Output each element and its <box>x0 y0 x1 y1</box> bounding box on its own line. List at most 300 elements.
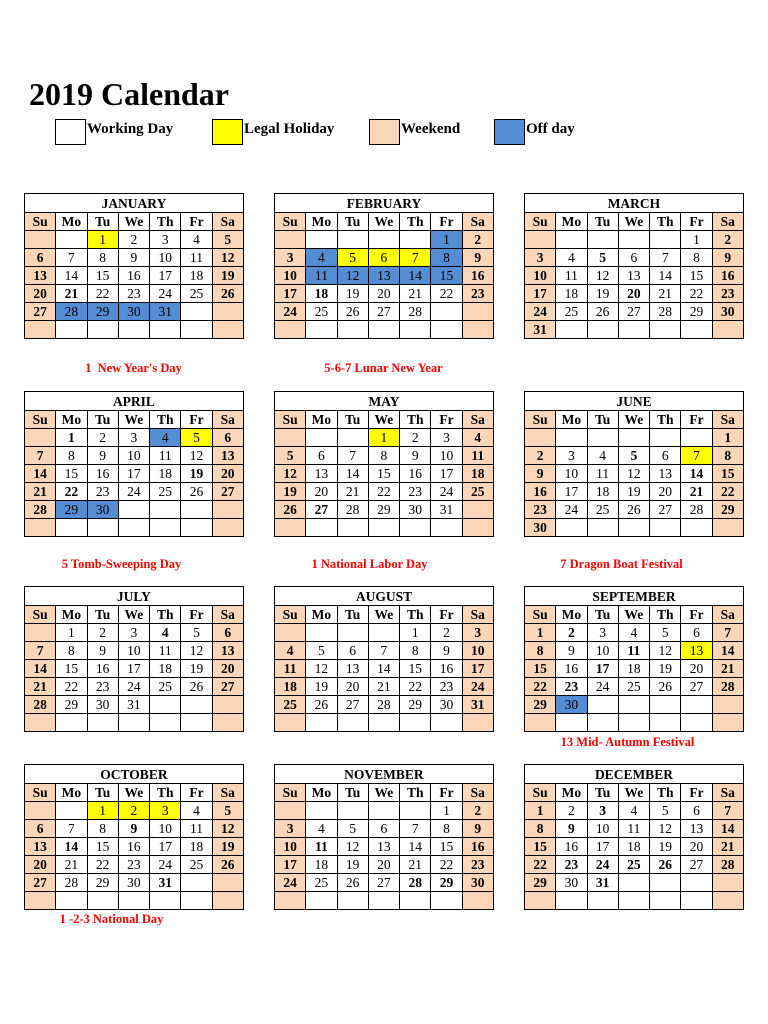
day-cell: 4 <box>275 642 306 660</box>
day-cell: 3 <box>118 429 149 447</box>
empty-day-cell <box>118 714 149 732</box>
day-cell: 18 <box>306 285 337 303</box>
legend-working-day <box>55 119 173 145</box>
empty-day-cell <box>400 892 431 910</box>
week-row <box>25 892 244 910</box>
empty-day-cell <box>212 874 243 892</box>
day-cell: 21 <box>56 285 87 303</box>
day-cell: 7 <box>650 249 681 267</box>
day-cell: 15 <box>431 838 462 856</box>
empty-day-cell <box>25 231 56 249</box>
weekday-header: Sa <box>462 411 493 429</box>
empty-day-cell <box>25 519 56 537</box>
day-cell: 4 <box>618 624 649 642</box>
holiday-note-february: 5-6-7 Lunar New Year <box>324 361 443 375</box>
day-cell: 18 <box>181 267 212 285</box>
empty-day-cell <box>306 892 337 910</box>
day-cell: 4 <box>181 231 212 249</box>
day-cell: 11 <box>618 642 649 660</box>
day-cell: 11 <box>618 820 649 838</box>
day-cell: 28 <box>56 303 87 321</box>
week-row <box>275 838 494 856</box>
empty-day-cell <box>25 624 56 642</box>
day-cell: 29 <box>431 874 462 892</box>
day-cell: 23 <box>400 483 431 501</box>
day-cell: 5 <box>337 820 368 838</box>
month-name-july: JULY <box>25 587 244 606</box>
day-cell: 29 <box>400 696 431 714</box>
day-cell: 14 <box>712 642 743 660</box>
week-row <box>25 483 244 501</box>
day-cell: 28 <box>25 501 56 519</box>
day-cell: 14 <box>400 838 431 856</box>
day-cell: 11 <box>150 447 181 465</box>
day-cell: 12 <box>337 267 368 285</box>
empty-day-cell <box>618 429 649 447</box>
day-cell: 3 <box>556 447 587 465</box>
day-cell: 12 <box>212 249 243 267</box>
day-cell: 23 <box>87 678 118 696</box>
empty-day-cell <box>306 714 337 732</box>
day-cell: 19 <box>275 483 306 501</box>
day-cell: 21 <box>400 285 431 303</box>
empty-day-cell <box>525 714 556 732</box>
month-august <box>274 586 494 732</box>
empty-day-cell <box>650 231 681 249</box>
day-cell: 28 <box>56 874 87 892</box>
day-cell: 29 <box>681 303 712 321</box>
weekday-header: We <box>118 784 149 802</box>
day-cell: 9 <box>462 820 493 838</box>
day-cell: 21 <box>337 483 368 501</box>
weekday-header: Su <box>525 411 556 429</box>
day-cell: 3 <box>462 624 493 642</box>
weekday-header: Th <box>400 606 431 624</box>
day-cell: 10 <box>431 447 462 465</box>
empty-day-cell <box>431 519 462 537</box>
day-cell: 16 <box>118 838 149 856</box>
empty-day-cell <box>337 714 368 732</box>
day-cell: 12 <box>275 465 306 483</box>
weekday-header-row <box>25 411 244 429</box>
day-cell: 10 <box>525 267 556 285</box>
day-cell: 22 <box>712 483 743 501</box>
day-cell: 1 <box>87 802 118 820</box>
week-row <box>275 696 494 714</box>
day-cell: 19 <box>618 483 649 501</box>
day-cell: 2 <box>556 624 587 642</box>
holiday-note-january: 1 New Year's Day <box>85 361 182 375</box>
weekday-header-row <box>275 411 494 429</box>
day-cell: 25 <box>181 856 212 874</box>
day-cell: 15 <box>368 465 399 483</box>
day-cell: 5 <box>337 249 368 267</box>
month-july <box>24 586 244 732</box>
empty-day-cell <box>556 714 587 732</box>
weekday-header: We <box>618 213 649 231</box>
weekday-header: Tu <box>87 606 118 624</box>
day-cell: 12 <box>587 267 618 285</box>
weekday-header: Mo <box>306 606 337 624</box>
weekday-header: Su <box>25 411 56 429</box>
week-row <box>25 820 244 838</box>
empty-day-cell <box>462 501 493 519</box>
day-cell: 14 <box>368 660 399 678</box>
week-row <box>275 820 494 838</box>
empty-day-cell <box>181 696 212 714</box>
day-cell: 23 <box>462 285 493 303</box>
week-row <box>25 856 244 874</box>
empty-day-cell <box>275 429 306 447</box>
empty-day-cell <box>87 892 118 910</box>
empty-day-cell <box>306 321 337 339</box>
day-cell: 24 <box>150 285 181 303</box>
empty-day-cell <box>525 231 556 249</box>
day-cell: 21 <box>400 856 431 874</box>
week-row <box>275 465 494 483</box>
day-cell: 10 <box>462 642 493 660</box>
day-cell: 6 <box>681 624 712 642</box>
empty-day-cell <box>368 624 399 642</box>
day-cell: 24 <box>118 678 149 696</box>
weekday-header: Th <box>150 213 181 231</box>
weekday-header-row <box>525 411 744 429</box>
weekday-header: We <box>618 411 649 429</box>
day-cell: 19 <box>337 856 368 874</box>
day-cell: 22 <box>525 678 556 696</box>
weekday-header-row <box>525 213 744 231</box>
day-cell: 30 <box>87 696 118 714</box>
day-cell: 24 <box>275 303 306 321</box>
weekday-header: Tu <box>337 411 368 429</box>
month-october <box>24 764 244 910</box>
day-cell: 14 <box>56 838 87 856</box>
week-row <box>275 483 494 501</box>
empty-day-cell <box>368 714 399 732</box>
day-cell: 2 <box>118 802 149 820</box>
holiday-note-september: 13 Mid- Autumn Festival <box>560 735 695 749</box>
weekday-header: Su <box>525 213 556 231</box>
day-cell: 6 <box>212 429 243 447</box>
weekday-header: Fr <box>681 784 712 802</box>
week-row <box>25 838 244 856</box>
weekday-header: Tu <box>337 784 368 802</box>
empty-day-cell <box>275 892 306 910</box>
weekday-header-row <box>525 606 744 624</box>
week-row <box>25 249 244 267</box>
day-cell: 3 <box>587 802 618 820</box>
day-cell: 17 <box>275 856 306 874</box>
day-cell: 3 <box>275 820 306 838</box>
day-cell: 14 <box>681 465 712 483</box>
day-cell: 31 <box>587 874 618 892</box>
day-cell: 31 <box>150 303 181 321</box>
empty-day-cell <box>618 874 649 892</box>
holiday-note-may: 1 National Labor Day <box>311 557 428 571</box>
legend-label-weekend: Weekend <box>401 121 461 137</box>
weekday-header: Mo <box>306 784 337 802</box>
day-cell: 2 <box>400 429 431 447</box>
day-cell: 28 <box>650 303 681 321</box>
empty-day-cell <box>681 429 712 447</box>
day-cell: 14 <box>650 267 681 285</box>
empty-day-cell <box>212 714 243 732</box>
day-cell: 23 <box>556 678 587 696</box>
day-cell: 24 <box>431 483 462 501</box>
weekday-header: Mo <box>556 606 587 624</box>
day-cell: 30 <box>87 501 118 519</box>
empty-day-cell <box>462 892 493 910</box>
day-cell: 8 <box>56 447 87 465</box>
empty-day-cell <box>181 714 212 732</box>
day-cell: 4 <box>150 624 181 642</box>
weekday-header: Mo <box>56 411 87 429</box>
week-row <box>525 249 744 267</box>
empty-day-cell <box>337 624 368 642</box>
week-row <box>525 321 744 339</box>
day-cell: 13 <box>337 660 368 678</box>
empty-day-cell <box>87 519 118 537</box>
empty-day-cell <box>118 519 149 537</box>
day-cell: 10 <box>587 642 618 660</box>
day-cell: 1 <box>681 231 712 249</box>
weekday-header-row <box>525 784 744 802</box>
day-cell: 27 <box>681 678 712 696</box>
day-cell: 16 <box>431 660 462 678</box>
day-cell: 24 <box>556 501 587 519</box>
day-cell: 19 <box>181 465 212 483</box>
day-cell: 27 <box>681 856 712 874</box>
day-cell: 8 <box>525 820 556 838</box>
day-cell: 22 <box>431 285 462 303</box>
month-name-september: SEPTEMBER <box>525 587 744 606</box>
day-cell: 10 <box>150 820 181 838</box>
day-cell: 6 <box>306 447 337 465</box>
empty-day-cell <box>275 231 306 249</box>
weekday-header: Mo <box>556 213 587 231</box>
weekday-header: Tu <box>87 213 118 231</box>
day-cell: 23 <box>525 501 556 519</box>
legend-swatch-off-day <box>494 119 525 145</box>
weekday-header: Sa <box>712 213 743 231</box>
empty-day-cell <box>275 802 306 820</box>
day-cell: 17 <box>150 838 181 856</box>
week-row <box>525 892 744 910</box>
day-cell: 10 <box>275 267 306 285</box>
day-cell: 15 <box>400 660 431 678</box>
empty-day-cell <box>181 501 212 519</box>
legend-swatch-legal-holiday <box>212 119 243 145</box>
weekday-header: Fr <box>431 411 462 429</box>
weekday-header-row <box>25 784 244 802</box>
empty-day-cell <box>150 696 181 714</box>
week-row <box>525 285 744 303</box>
day-cell: 7 <box>712 624 743 642</box>
week-row <box>525 696 744 714</box>
day-cell: 14 <box>400 267 431 285</box>
day-cell: 10 <box>587 820 618 838</box>
day-cell: 3 <box>275 249 306 267</box>
day-cell: 1 <box>431 231 462 249</box>
empty-day-cell <box>25 802 56 820</box>
day-cell: 30 <box>525 519 556 537</box>
day-cell: 20 <box>306 483 337 501</box>
legend-off-day <box>494 119 575 145</box>
day-cell: 12 <box>337 838 368 856</box>
empty-day-cell <box>681 714 712 732</box>
day-cell: 26 <box>212 285 243 303</box>
day-cell: 3 <box>431 429 462 447</box>
empty-day-cell <box>212 501 243 519</box>
weekday-header: Tu <box>87 784 118 802</box>
day-cell: 25 <box>462 483 493 501</box>
day-cell: 30 <box>118 303 149 321</box>
day-cell: 15 <box>431 267 462 285</box>
day-cell: 3 <box>587 624 618 642</box>
empty-day-cell <box>650 519 681 537</box>
week-row <box>25 642 244 660</box>
day-cell: 13 <box>618 267 649 285</box>
day-cell: 4 <box>618 802 649 820</box>
day-cell: 13 <box>25 267 56 285</box>
week-row <box>275 231 494 249</box>
day-cell: 14 <box>25 660 56 678</box>
day-cell: 20 <box>681 838 712 856</box>
day-cell: 19 <box>306 678 337 696</box>
week-row <box>25 624 244 642</box>
empty-day-cell <box>400 802 431 820</box>
day-cell: 17 <box>118 465 149 483</box>
day-cell: 10 <box>275 838 306 856</box>
day-cell: 28 <box>368 696 399 714</box>
day-cell: 5 <box>650 802 681 820</box>
day-cell: 21 <box>712 660 743 678</box>
day-cell: 10 <box>150 249 181 267</box>
day-cell: 11 <box>275 660 306 678</box>
month-february <box>274 193 494 339</box>
empty-day-cell <box>681 892 712 910</box>
empty-day-cell <box>618 892 649 910</box>
day-cell: 19 <box>212 267 243 285</box>
day-cell: 20 <box>25 856 56 874</box>
weekday-header: Fr <box>181 411 212 429</box>
day-cell: 9 <box>712 249 743 267</box>
empty-day-cell <box>400 519 431 537</box>
day-cell: 29 <box>525 696 556 714</box>
day-cell: 18 <box>181 838 212 856</box>
day-cell: 27 <box>212 678 243 696</box>
day-cell: 12 <box>618 465 649 483</box>
month-name-november: NOVEMBER <box>275 765 494 784</box>
day-cell: 5 <box>306 642 337 660</box>
day-cell: 18 <box>462 465 493 483</box>
day-cell: 23 <box>87 483 118 501</box>
day-cell: 21 <box>25 483 56 501</box>
empty-day-cell <box>618 696 649 714</box>
weekday-header: Su <box>25 784 56 802</box>
day-cell: 21 <box>25 678 56 696</box>
day-cell: 16 <box>462 838 493 856</box>
empty-day-cell <box>431 714 462 732</box>
day-cell: 17 <box>587 838 618 856</box>
day-cell: 14 <box>337 465 368 483</box>
day-cell: 8 <box>431 249 462 267</box>
day-cell: 30 <box>712 303 743 321</box>
day-cell: 9 <box>87 642 118 660</box>
day-cell: 14 <box>25 465 56 483</box>
week-row <box>275 892 494 910</box>
week-row <box>275 267 494 285</box>
empty-day-cell <box>681 696 712 714</box>
day-cell: 5 <box>587 249 618 267</box>
day-cell: 11 <box>556 267 587 285</box>
week-row <box>275 802 494 820</box>
day-cell: 28 <box>712 856 743 874</box>
day-cell: 12 <box>181 642 212 660</box>
day-cell: 6 <box>618 249 649 267</box>
empty-day-cell <box>587 714 618 732</box>
day-cell: 28 <box>712 678 743 696</box>
weekday-header: Sa <box>212 213 243 231</box>
weekday-header: Mo <box>56 213 87 231</box>
week-row <box>525 802 744 820</box>
day-cell: 16 <box>556 838 587 856</box>
week-row <box>25 678 244 696</box>
day-cell: 27 <box>306 501 337 519</box>
weekday-header: Mo <box>56 784 87 802</box>
week-row <box>25 714 244 732</box>
month-name-october: OCTOBER <box>25 765 244 784</box>
day-cell: 8 <box>525 642 556 660</box>
weekday-header: Sa <box>462 606 493 624</box>
day-cell: 24 <box>275 874 306 892</box>
weekday-header: Su <box>525 606 556 624</box>
day-cell: 13 <box>212 642 243 660</box>
day-cell: 29 <box>87 874 118 892</box>
day-cell: 12 <box>650 642 681 660</box>
day-cell: 28 <box>400 874 431 892</box>
day-cell: 11 <box>181 249 212 267</box>
week-row <box>25 267 244 285</box>
weekday-header: Fr <box>181 606 212 624</box>
day-cell: 18 <box>587 483 618 501</box>
month-december <box>524 764 744 910</box>
empty-day-cell <box>650 321 681 339</box>
day-cell: 26 <box>275 501 306 519</box>
empty-day-cell <box>25 892 56 910</box>
empty-day-cell <box>306 231 337 249</box>
week-row <box>275 714 494 732</box>
day-cell: 16 <box>400 465 431 483</box>
empty-day-cell <box>618 321 649 339</box>
week-row <box>525 624 744 642</box>
weekday-header: Sa <box>712 411 743 429</box>
empty-day-cell <box>650 874 681 892</box>
weekday-header: Th <box>150 784 181 802</box>
day-cell: 16 <box>556 660 587 678</box>
day-cell: 21 <box>712 838 743 856</box>
day-cell: 20 <box>212 465 243 483</box>
empty-day-cell <box>556 429 587 447</box>
empty-day-cell <box>368 519 399 537</box>
weekday-header: Fr <box>431 606 462 624</box>
day-cell: 20 <box>650 483 681 501</box>
empty-day-cell <box>275 714 306 732</box>
week-row <box>275 660 494 678</box>
empty-day-cell <box>306 429 337 447</box>
empty-day-cell <box>431 321 462 339</box>
empty-day-cell <box>337 519 368 537</box>
